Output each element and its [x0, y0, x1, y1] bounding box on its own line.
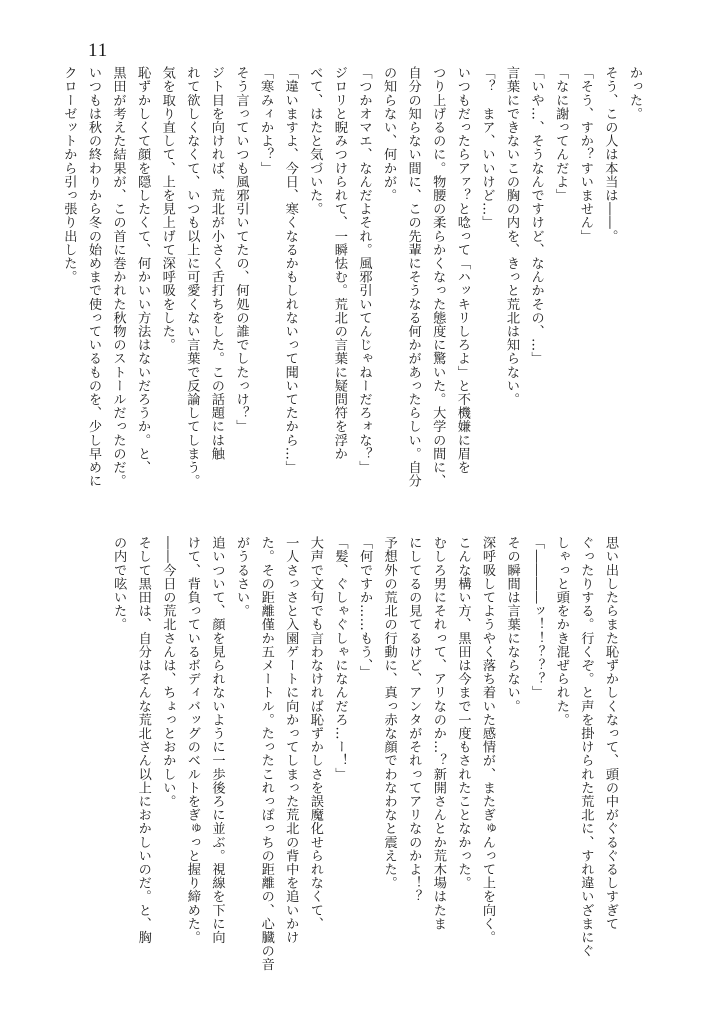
text-line: 「つかオマエ、なんだよそれ。風邪引いてんじゃねーだろォな？」: [356, 66, 372, 474]
text-line: 恥ずかしくて顔を隠したくて、何かいい方法はないだろうか。と、: [135, 66, 151, 474]
text-line: そう、この人は本当は――。: [602, 66, 618, 243]
text-line: そう言っていつも風邪引いてたの、何処の誰でしたっけ？」: [233, 66, 249, 434]
text-line: 「？ まア、いいけど…」: [479, 66, 495, 230]
text-line: その瞬間は言葉にならない。: [504, 536, 520, 713]
text-line: にしてるの見てるけど、アンタがそれってアリなのかよ！？: [406, 536, 422, 904]
text-line: いつもは秋の終わりから冬の始めまで使っているものを、少し早めに: [85, 66, 101, 488]
text-line: クローゼットから引っ張り出した。: [61, 66, 77, 284]
text-line: 思い出したらまた恥ずかしくなって、頭の中がぐるぐるしすぎて: [603, 536, 618, 931]
text-line: 「そう、すか？すいません」: [577, 66, 593, 243]
text-line: 黒田が考えた結果が、この首に巻かれた秋物のストールだったのだ。: [110, 66, 126, 488]
text-line: そして黒田は、自分はそんな荒北さん以上におかしいのだ。と、胸: [135, 536, 151, 944]
text-line: むしろ男にそれって、アリなのか…？新開さんとか荒木場はたま: [430, 536, 446, 931]
text-line: 「――――ッ！！？？？」: [529, 536, 545, 700]
text-line: 「何ですか……もう、」: [357, 536, 373, 679]
text-line: かった。: [627, 66, 642, 121]
text-line: 気を取り直して、上を見上げて深呼吸をした。: [159, 66, 175, 352]
text-line: ジト目を向ければ、荒北が小さく舌打ちをした。この話題には触: [208, 66, 224, 461]
text-line: つり上げるのに。物腰の柔らかくなった態度に驚いた。大学の間に、: [430, 66, 446, 488]
text-line: れて欲しくなくて、いつも以上に可愛くない言葉で反論してしまう。: [184, 66, 200, 488]
text-line: 「なに謝ってんだよ」: [553, 66, 569, 202]
text-line: 「寒みィかよ？」: [258, 66, 274, 175]
text-line: た。その距離僅か五メートル。たったこれっぽっちの距離の、心臓の音: [258, 536, 274, 972]
text-line: ――今日の荒北さんは、ちょっとおかしい。: [160, 536, 176, 808]
text-line: 自分の知らない間に、この先輩にそうなる何かがあったらしい。自分: [405, 66, 421, 488]
text-line: の知らない、何かが。: [381, 66, 397, 202]
text-line: 予想外の荒北の行動に、真っ赤な顔でわなわなと震えた。: [381, 536, 397, 890]
text-line: しゃっと頭をかき混ぜられた。: [553, 536, 569, 727]
text-line: べて、はたと気づいた。: [307, 66, 323, 216]
text-line: こんな構い方、黒田は今まで一度もされたことなかった。: [455, 536, 471, 890]
text-line: 「いや…、そうなんですけど、なんかその、…」: [528, 66, 544, 366]
page-number: 11: [88, 40, 109, 61]
text-line: の内で呟いた。: [111, 536, 127, 632]
text-block-top: [56, 66, 646, 496]
text-line: 「違いますよ、今日、寒くなるかもしれないって聞いてたから…」: [282, 66, 298, 474]
text-block-bottom: [106, 536, 622, 972]
text-line: 大声で文句でも言わなければ恥ずかしさを誤魔化せられなくて、: [307, 536, 323, 931]
text-line: ジロリと睨みつけられて、一瞬怯む。荒北の言葉に疑問符を浮か: [331, 66, 347, 461]
text-line: けて、背負っているボディバッグのベルトをぎゅっと握り締めた。: [184, 536, 200, 944]
text-line: 「髪、ぐしゃぐしゃになんだろ…ー！」: [332, 536, 348, 781]
text-line: がうるさい。: [234, 536, 250, 618]
text-line: いつもだったらアァ？と唸って「ハッキリしろよ」と不機嫌に眉を: [454, 66, 470, 474]
text-line: 一人さっさと入園ゲートに向かってしまった荒北の背中を追いかけ: [283, 536, 299, 944]
text-line: 言葉にできないこの胸の内を、きっと荒北は知らない。: [504, 66, 520, 406]
text-line: ぐったりする。行くぞ。と声を掛けられた荒北に、すれ違いざまにぐ: [578, 536, 594, 958]
text-line: 深呼吸してようやく落ち着いた感情が、またぎゅんって上を向く。: [480, 536, 496, 944]
text-line: 追いついて、顔を見られないように一歩後ろに並ぶ。視線を下に向: [209, 536, 225, 944]
